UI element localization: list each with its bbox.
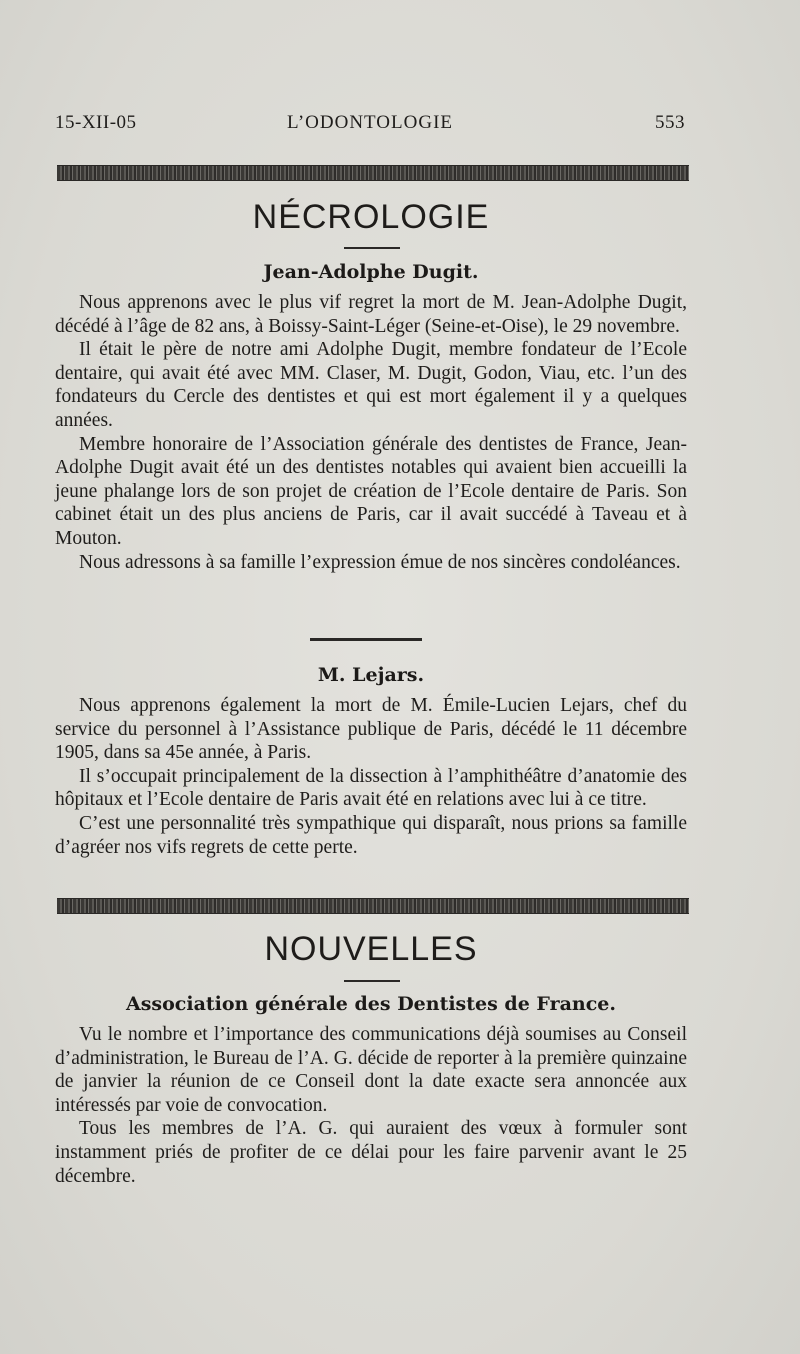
header-date: 15-XII-05 (55, 112, 137, 133)
section-title-necrologie: NÉCROLOGIE (252, 198, 490, 236)
running-head (55, 112, 685, 140)
article-lejars (55, 694, 687, 859)
paragraph: C’est une personnalité très sympathique qui disparaît, nous prions sa famille d’agréer nos vifs regrets de cette perte. (55, 812, 687, 858)
heading-dugit: Jean-Adolphe Dugit. (263, 261, 479, 283)
paragraph: Nous apprenons avec le plus vif regret la mort de M. Jean-Adolphe Dugit, décédé à l’âge de 82 ans, à Boissy-Saint-Léger (Seine-et-Oise), le 29 novembre. (55, 292, 687, 337)
article-association (55, 1023, 687, 1188)
heading-lejars: M. Lejars. (317, 664, 425, 686)
ornamental-rule-top (57, 165, 689, 181)
paragraph: Il était le père de notre ami Adolphe Dugit, membre fondateur de l’Ecole dentaire, qui avait été avec MM. Claser, M. Dugit, Godon, Viau, etc. l’un des fondateurs du Cercle des dentistes et qui est mort également il y a quelques années. (55, 339, 687, 431)
header-page-number: 553 (655, 112, 685, 133)
header-journal-title: L’ODONTOLOGIE (286, 112, 454, 133)
paragraph: Nous adressons à sa famille l’expression émue de nos sincères condoléances. (79, 551, 681, 573)
heading-association: Association générale des Dentistes de France. (125, 993, 616, 1015)
article-separator (310, 638, 422, 641)
paragraph: Membre honoraire de l’Association générale des dentistes de France, Jean-Adolphe Dugit avait été un des dentistes notables qui avaient bien accueilli la jeune phalange lors de son projet de création de l’Ecole dentaire de Paris. Son cabinet était un des plus anciens de Paris, car il avait succédé à Taveau et à Mouton. (55, 433, 687, 549)
paragraph: Tous les membres de l’A. G. qui auraient des vœux à formuler sont instamment priés de profiter de ce délai pour les faire parvenir avant le 25 décembre. (55, 1118, 687, 1187)
ornamental-rule-middle (57, 898, 689, 914)
paragraph: Vu le nombre et l’importance des communications déjà soumises au Conseil d’administration, le Bureau de l’A. G. décide de reporter à la première quinzaine de janvier la réunion de ce Conseil dont la date exacte sera annoncée aux intéressés par voie de convocation. (55, 1024, 687, 1116)
article-dugit (55, 291, 687, 574)
paragraph: Il s’occupait principalement de la dissection à l’amphithéâtre d’anatomie des hôpitaux et l’Ecole dentaire de Paris avait été en relations avec lui à ce titre. (55, 765, 687, 811)
title-underline (344, 980, 400, 982)
section-title-nouvelles: NOUVELLES (264, 930, 478, 968)
title-underline (344, 247, 400, 249)
paragraph: Nous apprenons également la mort de M. Émile-Lucien Lejars, chef du service du personnel à l’Assistance publique de Paris, décédé le 11 décembre 1905, dans sa 45e année, à Paris. (55, 695, 687, 764)
